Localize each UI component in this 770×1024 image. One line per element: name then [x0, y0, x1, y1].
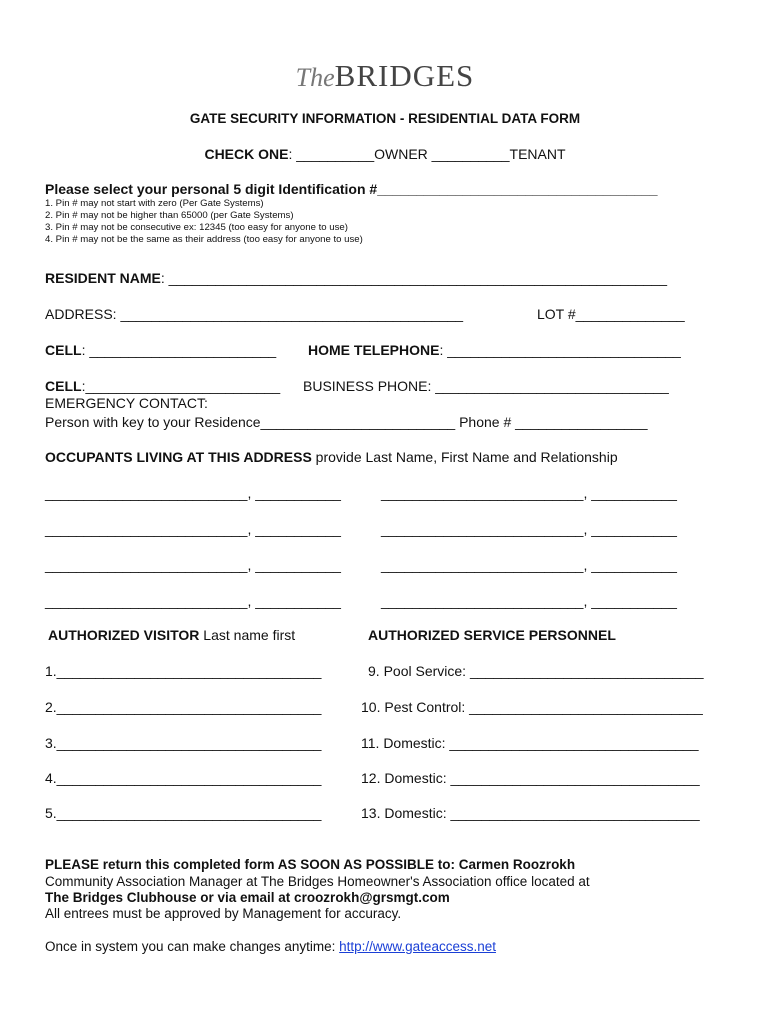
service-domestic-11: 11. Domestic: ________________________________ [361, 735, 699, 751]
occupant-line: __________________________, ___________ [381, 521, 677, 537]
cell2-row [45, 378, 280, 394]
cell-row [45, 342, 276, 358]
bridges-logo [0, 58, 770, 94]
occupants-instruction: provide Last Name, First Name and Relationship [311, 449, 618, 465]
pin-rule-1: 1. Pin # may not start with zero (Per Gate Systems) [45, 198, 264, 209]
occupant-line: __________________________, ___________ [45, 521, 341, 537]
occupant-line: __________________________, ___________ [45, 593, 341, 609]
footer-changes-text: Once in system you can make changes anytime: [45, 939, 340, 954]
resident-name-row [45, 270, 667, 286]
footer-return-instruction: PLEASE return this completed form AS SOON AS POSSIBLE to: Carmen Roozrokh [45, 857, 576, 872]
cell2-label: CELL [45, 378, 82, 394]
footer-manager-info: Community Association Manager at The Bridges Homeowner's Association office located at [45, 874, 590, 889]
check-one-label: CHECK ONE [204, 146, 289, 162]
check-one-options: : __________OWNER __________TENANT [288, 146, 566, 162]
footer-approval-note: All entrees must be approved by Management for accuracy. [45, 906, 402, 921]
cell2-field: :_________________________ [81, 378, 281, 394]
home-telephone-field: : ______________________________ [439, 342, 681, 358]
authorized-visitor-heading [48, 627, 295, 643]
occupants-label: OCCUPANTS LIVING AT THIS ADDRESS [45, 449, 312, 465]
visitor-line-2: 2.__________________________________ [45, 699, 322, 715]
check-one-line [0, 146, 770, 162]
authorized-visitor-note: Last name first [199, 627, 296, 643]
pin-rule-3: 3. Pin # may not be consecutive ex: 12345 (too easy for anyone to use) [45, 222, 348, 233]
service-pest-control: 10. Pest Control: ______________________________ [361, 699, 703, 715]
authorized-service-heading: AUTHORIZED SERVICE PERSONNEL [368, 627, 616, 643]
pin-heading: Please select your personal 5 digit Identification #____________________________________ [45, 181, 658, 197]
service-domestic-13: 13. Domestic: ________________________________ [361, 805, 700, 821]
key-person-field: Person with key to your Residence_________________________ Phone # _________________ [45, 414, 648, 430]
footer-changes-row [45, 939, 496, 954]
service-pool: 9. Pool Service: ______________________________ [368, 663, 704, 679]
visitor-line-4: 4.__________________________________ [45, 770, 322, 786]
form-title: GATE SECURITY INFORMATION - RESIDENTIAL DATA FORM [189, 111, 581, 126]
logo-name: BRIDGES [334, 58, 475, 93]
gateaccess-link[interactable]: http://www.gateaccess.net [339, 939, 496, 954]
pin-rule-4: 4. Pin # may not be the same as their address (too easy for anyone to use) [45, 234, 363, 245]
lot-field: LOT #______________ [537, 306, 685, 322]
cell-field: : ________________________ [81, 342, 277, 358]
occupant-line: __________________________, ___________ [381, 593, 677, 609]
service-domestic-12: 12. Domestic: ________________________________ [361, 770, 700, 786]
home-telephone-label: HOME TELEPHONE [308, 342, 440, 358]
visitor-line-5: 5.__________________________________ [45, 805, 322, 821]
occupant-line: __________________________, ___________ [381, 557, 677, 573]
resident-name-field: : ________________________________________________________________ [160, 270, 667, 286]
occupants-heading [45, 449, 618, 465]
occupant-line: __________________________, ___________ [45, 485, 341, 501]
cell-label: CELL [45, 342, 82, 358]
home-telephone-row [308, 342, 681, 358]
resident-name-label: RESIDENT NAME [45, 270, 161, 286]
visitor-line-1: 1.__________________________________ [45, 663, 322, 679]
authorized-visitor-label: AUTHORIZED VISITOR [48, 627, 200, 643]
emergency-contact-label: EMERGENCY CONTACT: [45, 395, 208, 411]
footer-email-info: The Bridges Clubhouse or via email at croozrokh@grsmgt.com [45, 890, 450, 905]
occupant-line: __________________________, ___________ [45, 557, 341, 573]
logo-prefix: The [295, 63, 335, 92]
business-phone-field: BUSINESS PHONE: ______________________________ [303, 378, 669, 394]
address-field: ADDRESS: ____________________________________________ [45, 306, 464, 322]
occupant-line: __________________________, ___________ [381, 485, 677, 501]
visitor-line-3: 3.__________________________________ [45, 735, 322, 751]
pin-rule-2: 2. Pin # may not be higher than 65000 (per Gate Systems) [45, 210, 294, 221]
